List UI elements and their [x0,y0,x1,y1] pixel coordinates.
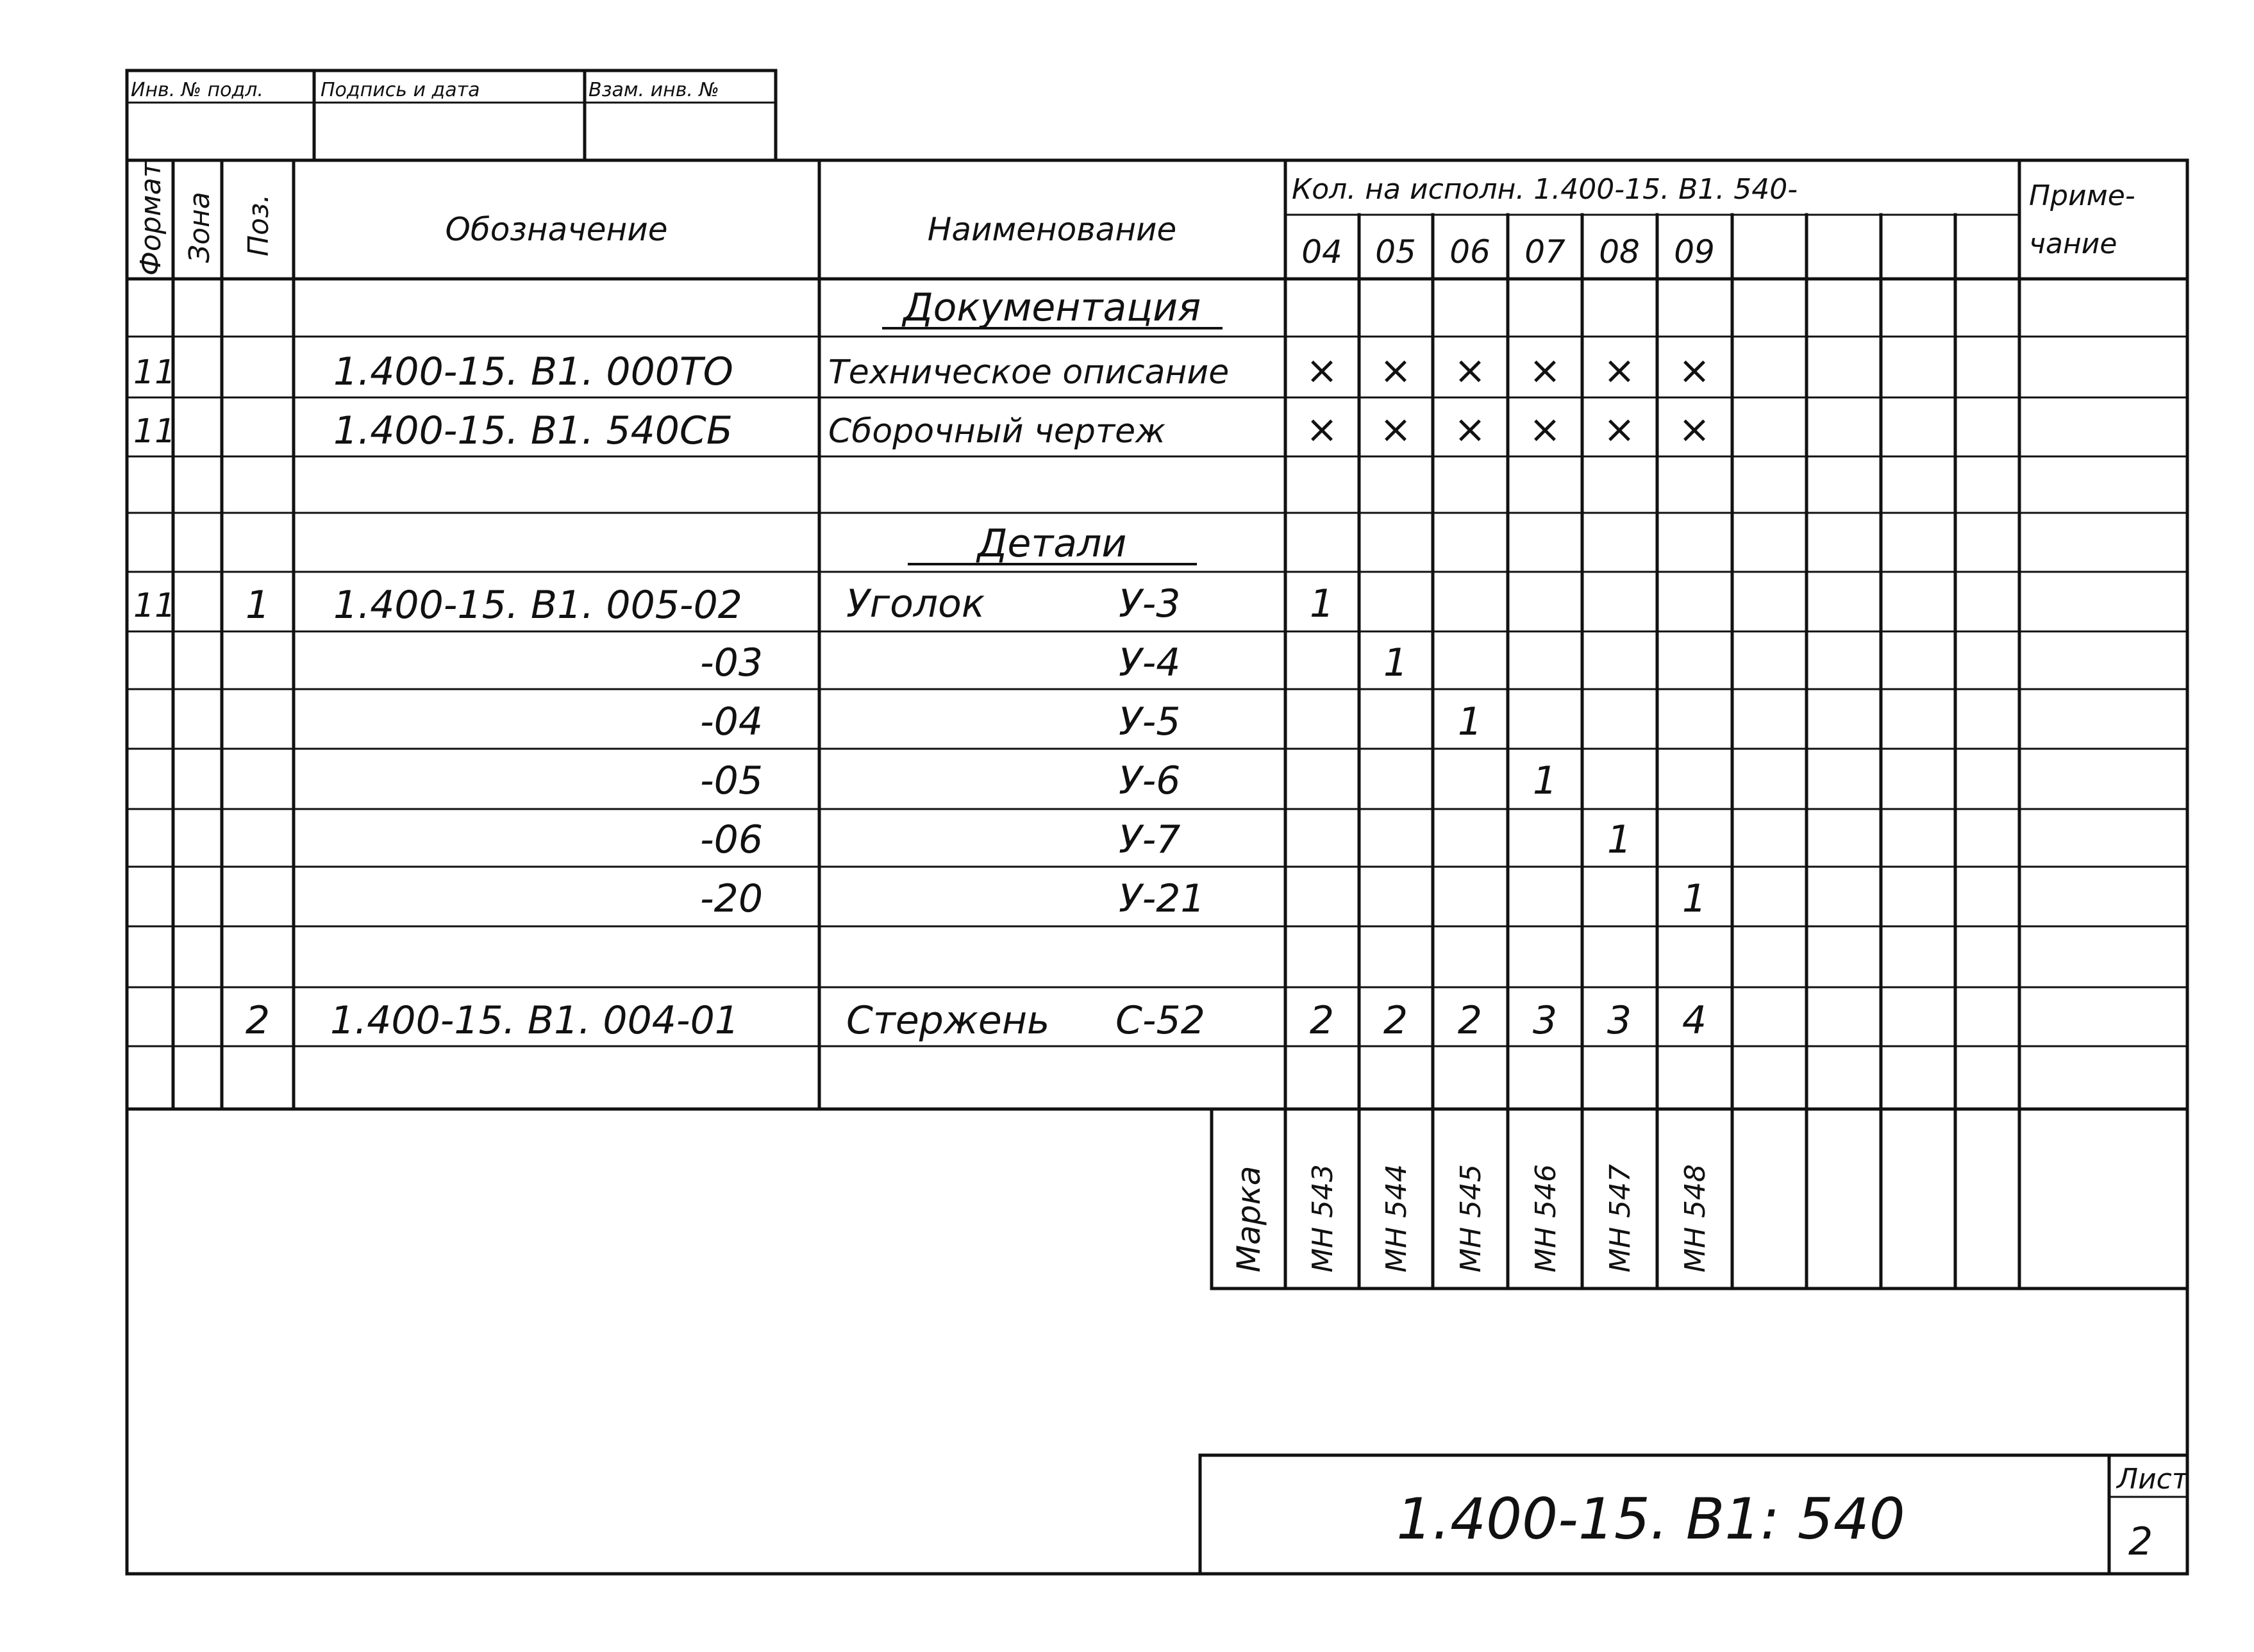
header-variant-04: 04 [1301,233,1342,271]
cell-marka: У-5 [1119,699,1181,744]
stamp-podpis-data: Подпись и дата [321,79,480,101]
cell-mark: × [1453,348,1487,393]
header-kol-na-ispoln: Кол. на исполн. 1.400-15. В1. 540- [1292,173,1798,206]
cell-qty: 4 [1682,998,1707,1043]
cell-qty: 1 [1383,640,1408,685]
marka-value: МН 543 [1306,1164,1339,1272]
cell-format: 11 [133,353,176,392]
header-variant-06: 06 [1449,233,1490,271]
section-title-documentation: Документация [903,285,1201,330]
cell-qty: 2 [1309,998,1335,1043]
marka-value: МН 545 [1455,1164,1487,1272]
cell-marka: У-6 [1119,758,1181,803]
cell-pos: 1 [245,583,271,628]
cell-marka: У-3 [1119,581,1181,626]
cell-qty: 3 [1532,998,1558,1043]
cell-format: 11 [133,412,176,451]
approval-stamp [127,71,776,160]
marka-value: МН 546 [1530,1164,1562,1272]
cell-qty: 1 [1457,699,1483,744]
cell-mark: × [1305,407,1339,452]
document-designation: 1.400-15. В1: 540 [1396,1486,1905,1552]
header-variant-08: 08 [1599,233,1640,271]
section-details [909,521,1196,566]
cell-qty: 1 [1607,817,1632,862]
marka-value: МН 548 [1679,1164,1712,1272]
marka-row [1230,1164,1712,1272]
marka-value: МН 547 [1604,1164,1637,1272]
cell-marka: У-21 [1119,876,1205,921]
table-header [135,160,2135,276]
table-row [700,758,1557,803]
cell-qty: 1 [1532,758,1558,803]
header-variant-09: 09 [1674,233,1715,271]
header-primechanie-2: чание [2029,228,2117,260]
cell-designation: -05 [700,758,763,803]
cell-mark: × [1528,407,1562,452]
table-row [700,699,1482,744]
stamp-vzam-inv: Взам. инв. № [589,79,719,101]
section-title-details: Детали [977,521,1127,566]
table-row [246,998,1707,1043]
cell-name: Техническое описание [828,353,1230,392]
cell-mark: × [1379,348,1412,393]
header-primechanie-1: Приме- [2029,179,2135,212]
header-naimenovanie: Наименование [927,211,1177,248]
cell-format: 11 [133,587,176,625]
cell-mark: × [1603,348,1636,393]
sheet-label: Лист [2117,1463,2189,1496]
header-variant-05: 05 [1375,233,1416,271]
section-documentation [883,285,1221,330]
cell-mark: × [1379,407,1412,452]
header-oboznachenie: Обозначение [445,211,668,248]
cell-name: Уголок [846,581,985,626]
cell-designation: -06 [700,817,763,862]
cell-designation: 1.400-15. В1. 005-02 [333,583,742,628]
cell-qty: 2 [1383,998,1408,1043]
title-block [1396,1463,2189,1564]
cell-designation: 1.400-15. В1. 004-01 [330,998,739,1043]
cell-mark: × [1453,407,1487,452]
sheet-number: 2 [2128,1519,2153,1564]
cell-name: Сборочный чертеж [828,412,1165,451]
cell-qty: 1 [1309,581,1335,626]
cell-designation: 1.400-15. В1. 540СБ [333,408,733,453]
cell-pos: 2 [245,998,271,1043]
cell-marka: У-7 [1119,817,1181,862]
header-zona: Зона [183,192,216,263]
cell-mark: × [1603,407,1636,452]
cell-mark: × [1678,348,1711,393]
cell-designation: 1.400-15. В1. 000ТО [333,349,733,394]
cell-qty: 1 [1682,876,1707,921]
cell-designation: -20 [700,876,763,921]
cell-name: Стержень [846,998,1050,1043]
table-row [133,348,1710,394]
marka-value: МН 544 [1380,1164,1413,1272]
table-row [700,876,1707,921]
header-format: Формат [135,161,167,276]
cell-mark: × [1678,407,1711,452]
cell-qty: 3 [1607,998,1632,1043]
table-row [133,581,1334,628]
header-poz: Поз. [242,194,275,256]
table-row [700,817,1632,862]
table-row [133,407,1710,453]
table-row [700,640,1408,685]
cell-qty: 2 [1457,998,1483,1043]
stamp-inv-podl: Инв. № подл. [131,79,263,101]
header-variant-07: 07 [1524,233,1565,271]
marka-label: Марка [1230,1165,1267,1272]
cell-mark: × [1305,348,1339,393]
cell-marka: У-4 [1119,640,1181,685]
cell-designation: -03 [700,640,763,685]
cell-mark: × [1528,348,1562,393]
cell-marka: С-52 [1115,998,1205,1043]
cell-designation: -04 [700,699,763,744]
